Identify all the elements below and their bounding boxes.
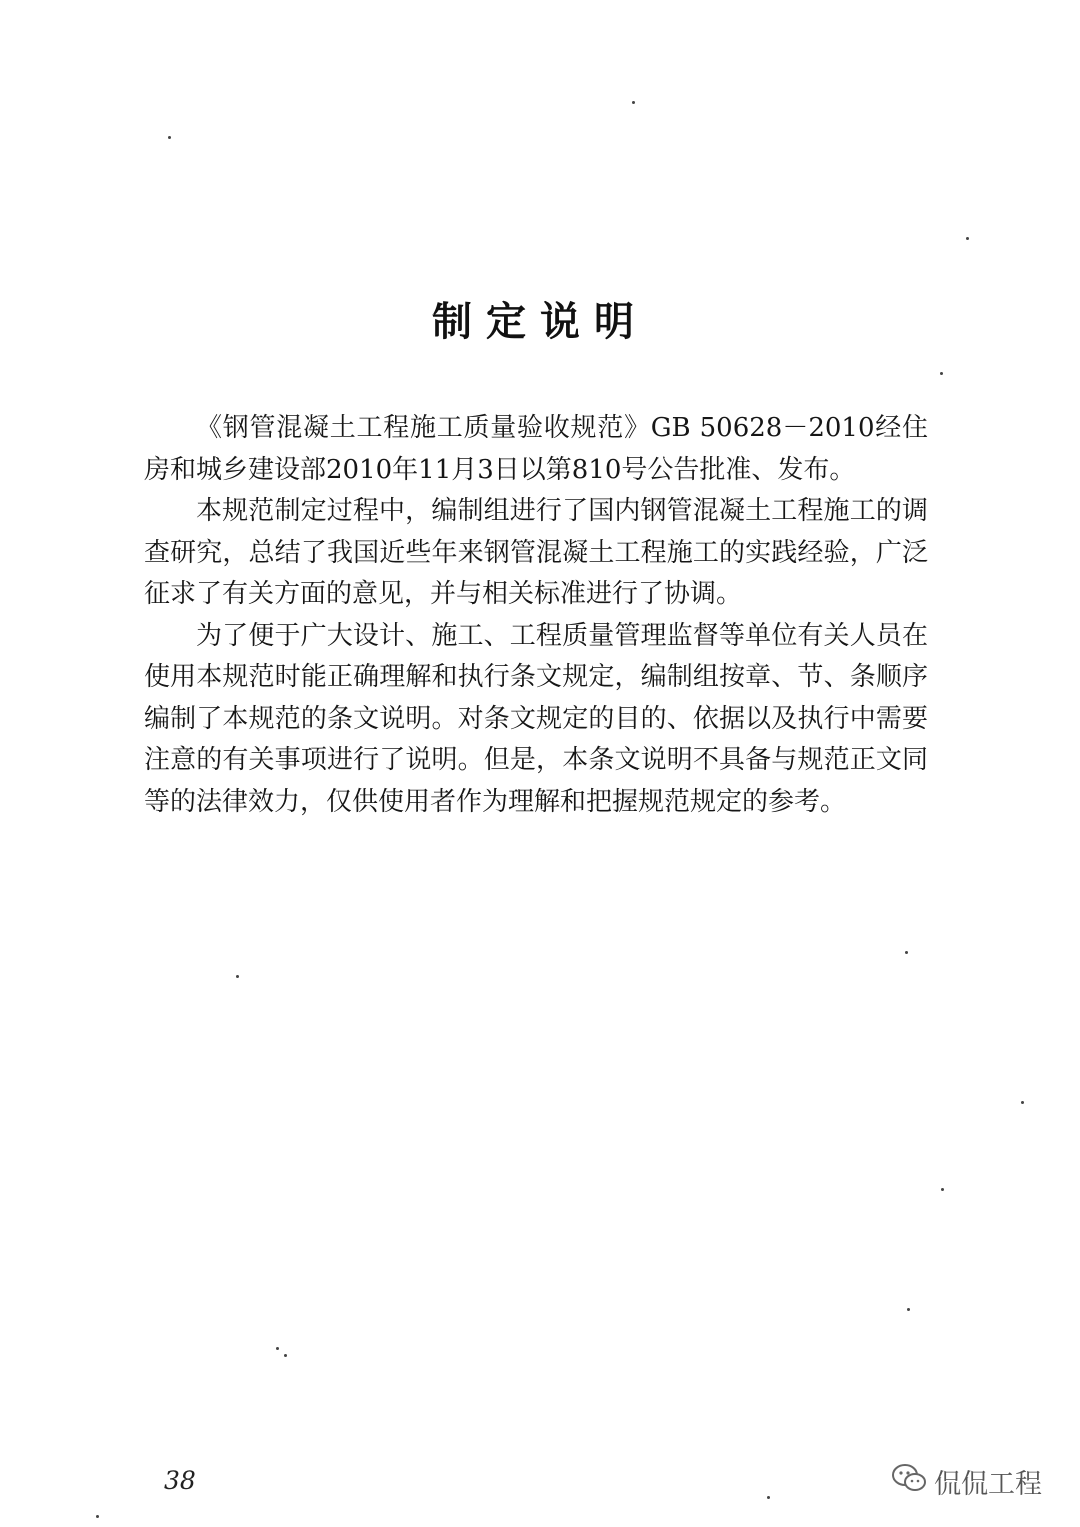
scan-speck [276, 1347, 279, 1350]
watermark [890, 1462, 1042, 1501]
watermark-text: 侃侃工程 [934, 1469, 1042, 1500]
document-body [144, 408, 928, 823]
wechat-icon [890, 1462, 928, 1501]
scan-speck [940, 372, 943, 375]
scan-speck [1021, 1101, 1024, 1104]
scan-speck [96, 1515, 99, 1518]
paragraph-1: 《钢管混凝土工程施工质量验收规范》GB 50628－2010经住房和城乡建设部2010年11月3日以第810号公告批准、发布。 [144, 413, 928, 485]
scan-speck [632, 101, 635, 104]
scan-speck [284, 1354, 287, 1357]
scan-speck [966, 237, 969, 240]
scan-speck [941, 1188, 944, 1191]
page-number: 38 [164, 1466, 196, 1495]
paragraph-2: 本规范制定过程中，编制组进行了国内钢管混凝土工程施工的调查研究，总结了我国近些年来钢管混凝土工程施工的实践经验，广泛征求了有关方面的意见，并与相关标准进行了协调。 [144, 496, 928, 609]
scan-speck [767, 1496, 770, 1499]
scan-speck [907, 1308, 910, 1311]
paragraph-3: 为了便于广大设计、施工、工程质量管理监督等单位有关人员在使用本规范时能正确理解和执行条文规定，编制组按章、节、条顺序编制了本规范的条文说明。对条文规定的目的、依据以及执行中需要注意的有关事项进行了说明。但是，本条文说明不具备与规范正文同等的法律效力，仅供使用者作为理解和把握规范规定的参考。 [144, 620, 928, 817]
scan-speck [905, 951, 908, 954]
page-title: 制定说明 [432, 298, 648, 345]
scan-speck [168, 136, 171, 139]
scan-speck [236, 975, 239, 978]
